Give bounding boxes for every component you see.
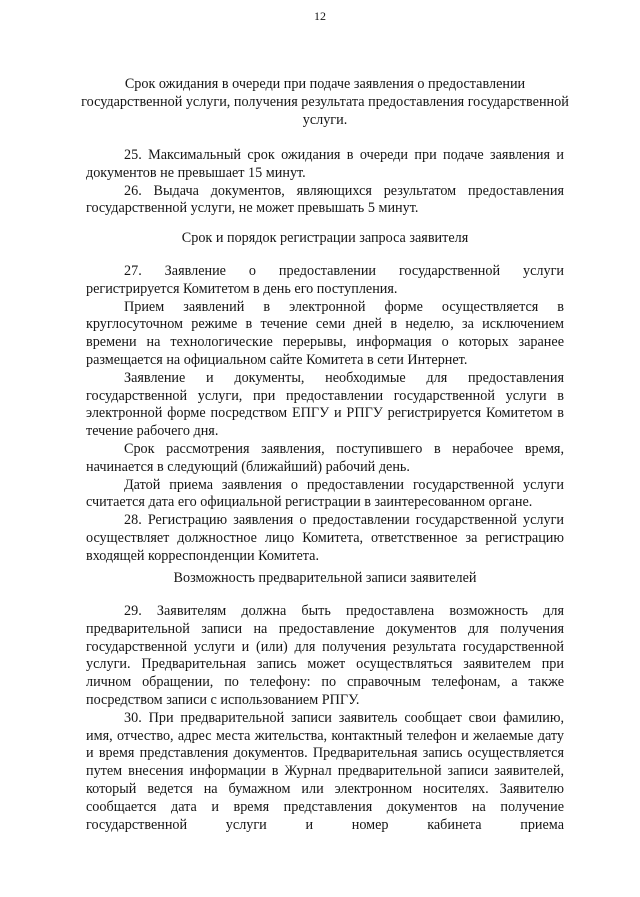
page-number: 12 (314, 9, 326, 23)
paragraph-30: 30. При предварительной записи заявитель сообщает свои фамилию, имя, отчество, адрес места жительства, контактный телефон и желаемые дату и время представления документов. Предварительная запись осуществляется путем внесения информации в Журнал предварительной записи заявителей, который ведется на бумажном или электронном носителях. Заявителю сообщается дата и время представления документов на получение государственной услуги и номер кабинета приема (86, 709, 564, 833)
section-heading-queue-time: Срок ожидания в очереди при подаче заявления о предоставлении государственной услуги, получения результата предоставления государственной услуги. (81, 76, 569, 128)
section-body-preregistration (86, 603, 564, 834)
paragraph-27: 27. Заявление о предоставлении государственной услуги регистрируется Комитетом в день его поступления. (86, 263, 564, 297)
paragraph-26: 26. Выдача документов, являющихся результатом предоставления государственной услуги, не может превышать 5 минут. (86, 182, 564, 217)
paragraph-acceptance-date: Датой приема заявления о предоставлении государственной услуги считается дата его официальной регистрации в заинтересованном органе. (86, 476, 564, 511)
paragraph-28: 28. Регистрацию заявления о предоставлении государственной услуги осуществляет должностное лицо Комитета, ответственное за регистрацию входящей корреспонденции Комитета. (86, 512, 564, 564)
section-body-queue-time (86, 147, 564, 218)
paragraph-29: 29. Заявителям должна быть предоставлена возможность для предварительной записи на предоставление документов для получения государственной услуги и (или) для получения результата государственной услуги. Предварительная запись может осуществляться заявителем при личном обращении, по телефону: по справочным телефонам, а также посредством записи с использованием РПГУ. (86, 603, 564, 708)
paragraph-electronic-intake: Прием заявлений в электронной форме осуществляется в круглосуточном режиме в течение семи дней в неделю, за исключением времени на технологические перерывы, информация о которых заранее размещается на официальном сайте Комитета в сети Интернет. (86, 298, 564, 368)
paragraph-epgu-rpgu: Заявление и документы, необходимые для предоставления государственной услуги, при предоставлении государственной услуги в электронной форме посредством ЕПГУ и РПГУ регистрируется Комитетом в течение рабочего дня. (86, 369, 564, 440)
paragraph-25: 25. Максимальный срок ожидания в очереди при подаче заявления и документов не превышает 15 минут. (86, 147, 564, 181)
paragraph-nonworking-time: Срок рассмотрения заявления, поступившего в нерабочее время, начинается в следующий (ближайший) рабочий день. (86, 440, 564, 475)
section-heading-preregistration: Возможность предварительной записи заявителей (173, 570, 477, 586)
section-body-registration (86, 263, 564, 566)
section-heading-registration: Срок и порядок регистрации запроса заявителя (181, 230, 469, 246)
